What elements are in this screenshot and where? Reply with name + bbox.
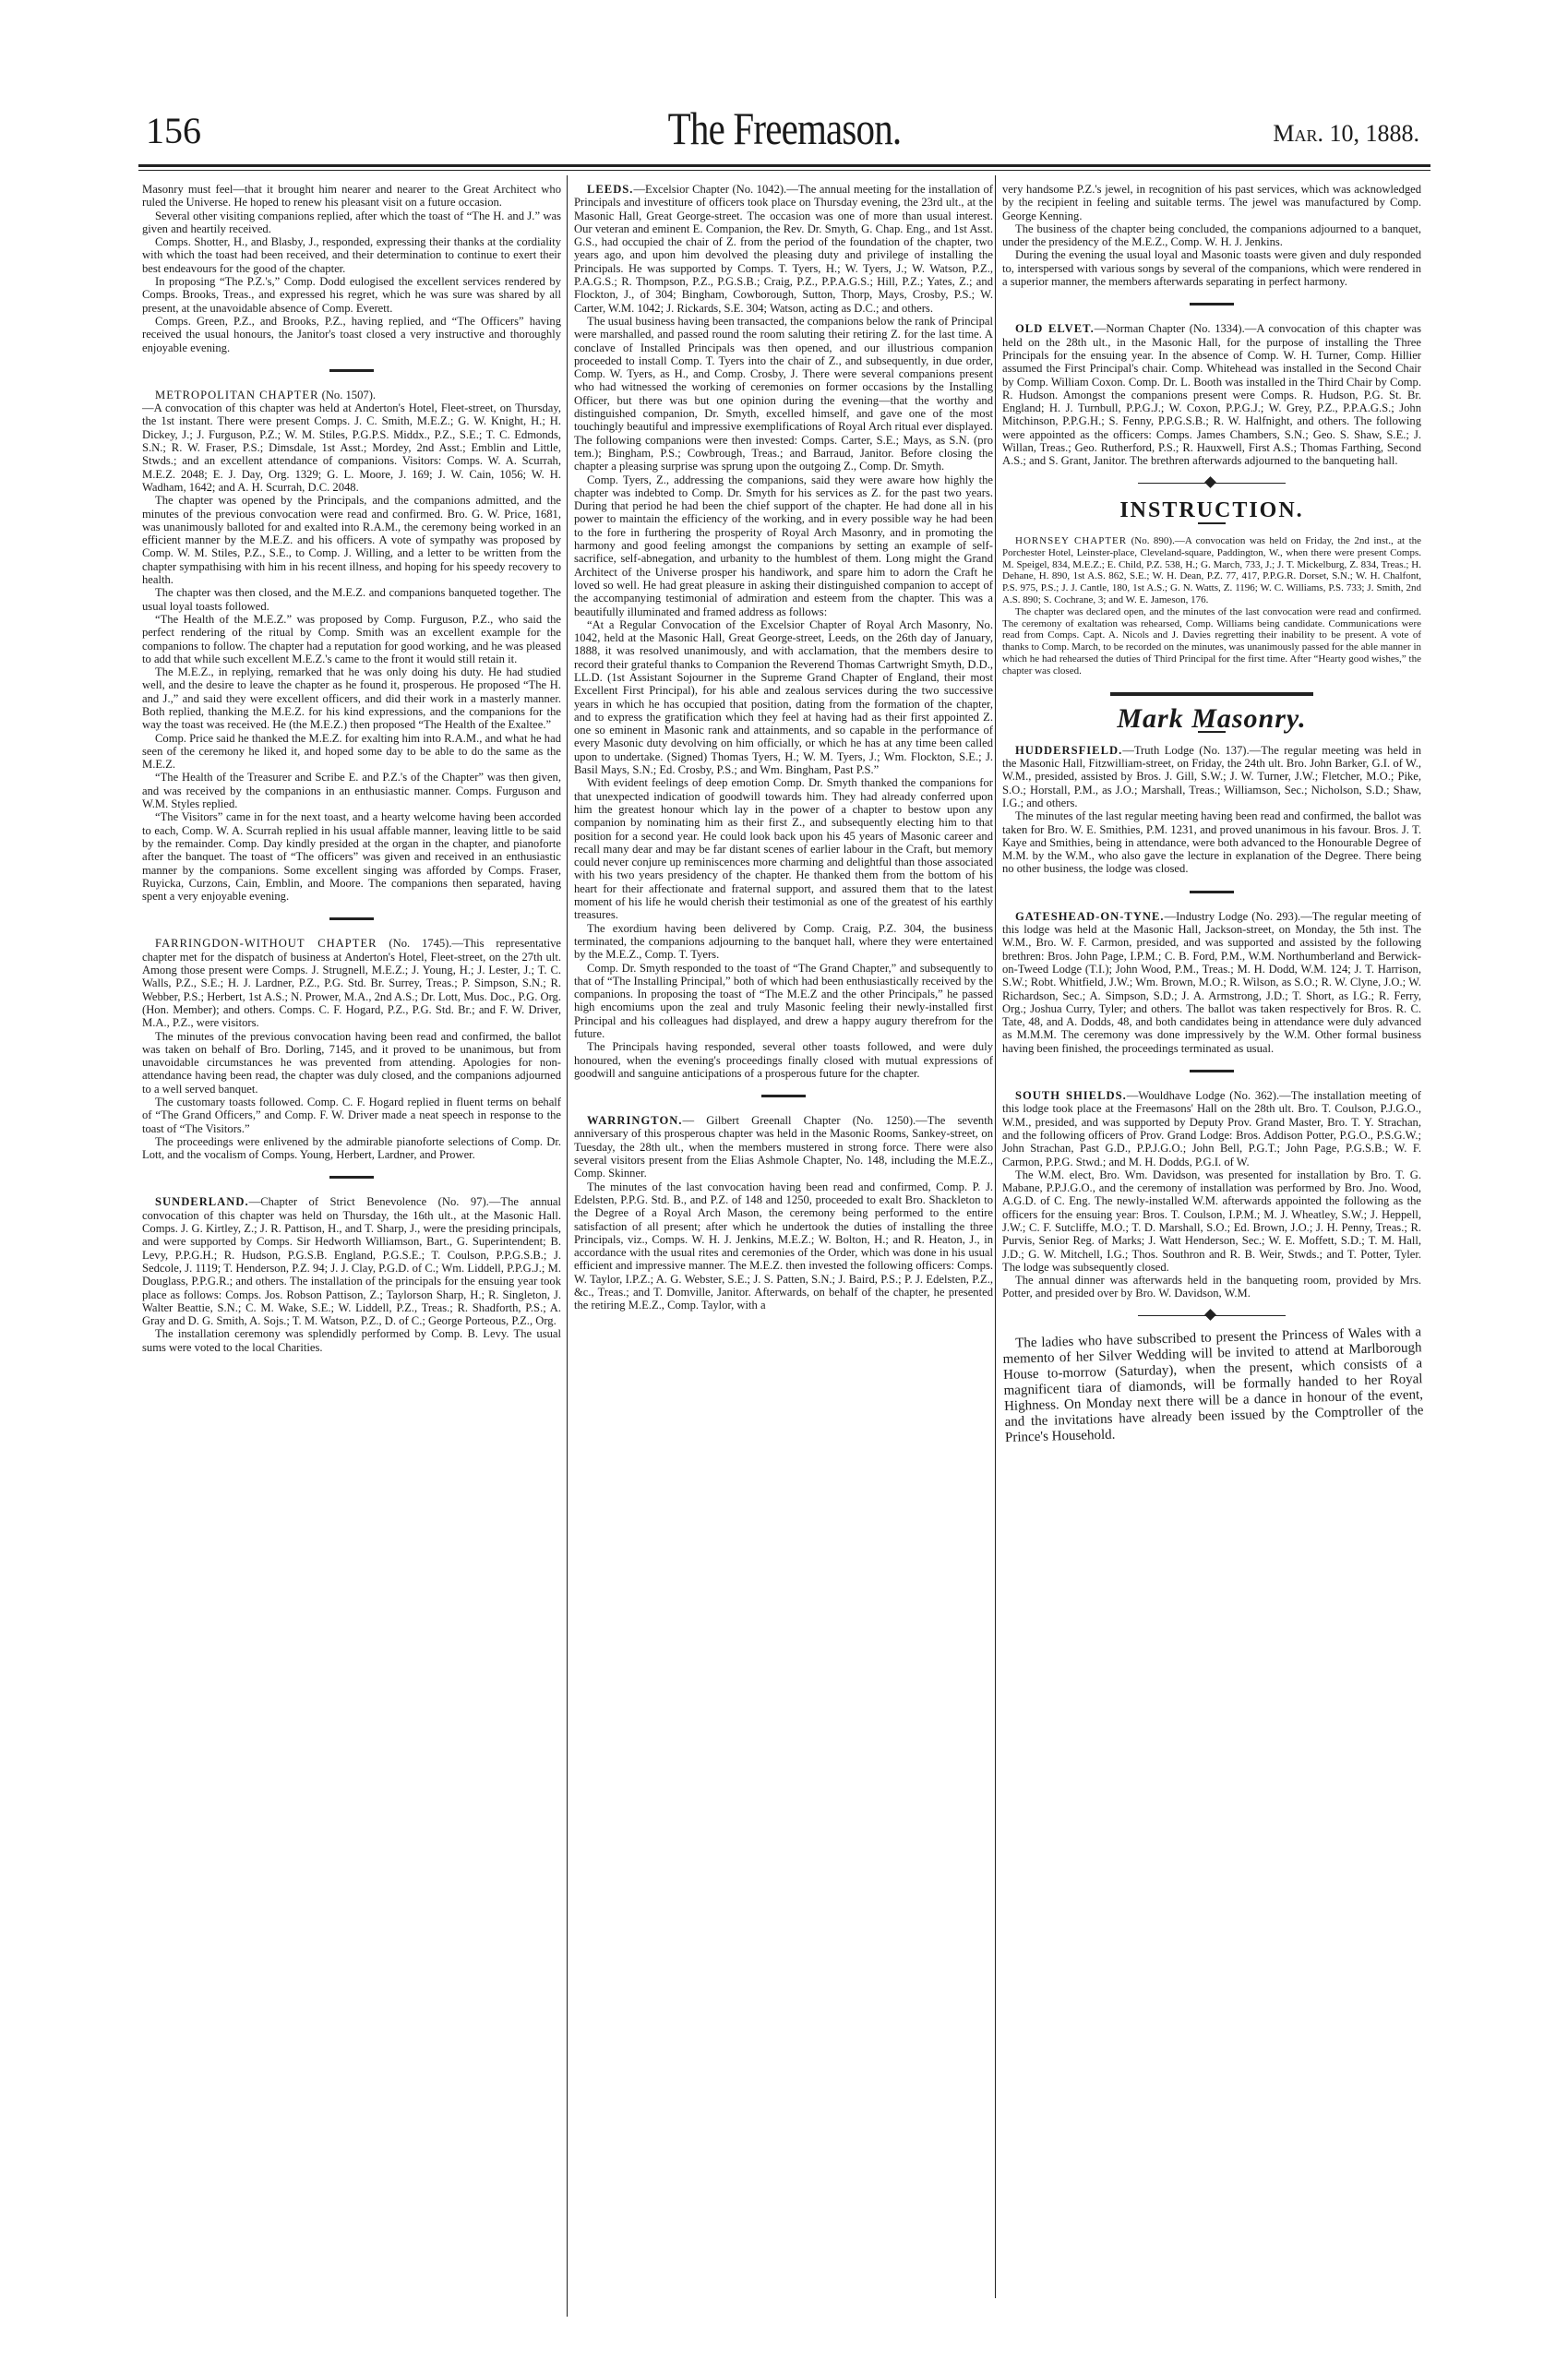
paragraph: The business of the chapter being concluded, the companions adjourned to a banquet, under the presidency of the M.E.Z., Comp. W. H. J. Jenkins. xyxy=(1002,222,1421,249)
article-subheading: —Norman Chapter (No. 1334). xyxy=(1094,322,1245,336)
paragraph: “The Health of the Treasurer and Scribe E. and P.Z.'s of the Chapter” was then given, and was received by the companions in an enthusiastic manner. Comps. Furguson and W.M. Styles replied. xyxy=(142,771,561,811)
section-separator xyxy=(329,369,374,372)
paragraph: Comps. Shotter, H., and Blasby, J., responded, expressing their thanks at the cordiality with which the toast had been received, and their determination to continue to exert their best endeavours for the good of the chapter. xyxy=(142,235,561,275)
section-separator xyxy=(1110,692,1313,696)
issue-date: Mar. 10, 1888. xyxy=(1273,120,1419,147)
article-heading: HUDDERSFIELD. xyxy=(1015,743,1123,757)
article-south-shields-intro xyxy=(1002,1089,1421,1168)
section-separator xyxy=(761,1095,806,1097)
paragraph: —A convocation of this chapter was held at Anderton's Hotel, Fleet-street, on Thursday, the 1st instant. There were present Comps. J. C. Smith, M.E.Z.; G. W. Knight, H.; H. Dickey, J.; J. Furguson, P.Z.; W. M. Stiles, P.G.P.S. Middx., P.Z., S.E.; T. C. Edmonds, S.N.; R. W. Fraser, P.S.; Dimsdale, 1st Asst.; Mordey, 2nd Asst.; Emblin and Little, Stwds.; and an excellent attendance of companions. Visitors: Comps. W. A. Scurrah, M.E.Z. 2048; E. J. Day, Org. 1329; G. L. Moore, J. 169; J. W. Cain, 1056; W. H. Wadham, 1642; and A. H. Scurrah, D.C. 2048. xyxy=(142,401,561,494)
newspaper-page xyxy=(138,102,1430,1445)
article-gateshead-intro xyxy=(1002,910,1421,1055)
article-heading: LEEDS. xyxy=(587,183,634,196)
paragraph: In proposing “The P.Z.'s,” Comp. Dodd eulogised the excellent services rendered by Comps. Brooks, Treas., and expressed his regret, which he was sure was shared by all present, at the unavoidable absence of Comp. Everett. xyxy=(142,275,561,315)
paragraph: “The Health of the M.E.Z.” was proposed by Comp. Furguson, P.Z., who said the perfect rendering of the ritual by Comp. Smith was an excellent example for the companions to follow. The chapter had a reputation for good working, and he was pleased to add that while such excellent M.E.Z.'s came to the front it would still retain it. xyxy=(142,612,561,665)
paragraph: The installation ceremony was splendidly performed by Comp. B. Levy. The usual sums were voted to the local Charities. xyxy=(142,1327,561,1354)
paragraph: The exordium having been delivered by Comp. Craig, P.Z. 304, the business terminated, the companions adjourning to the banquet hall, where they were entertained by the M.E.Z., Comp. T. Tyers. xyxy=(574,921,993,962)
paragraph: The proceedings were enlivened by the admirable pianoforte selections of Comp. Dr. Lott, and the vocalism of Comps. Young, Herbert, Lardner, and Prower. xyxy=(142,1134,561,1162)
masthead-rule xyxy=(138,164,1430,167)
article-heading: OLD ELVET. xyxy=(1015,322,1095,336)
ornamental-separator xyxy=(1138,1315,1286,1324)
paragraph: The customary toasts followed. Comp. C. F. Hogard replied in fluent terms on behalf of “The Grand Officers,” and Comp. F. W. Driver made a neat speech in response to the toast of “The Visitors.” xyxy=(142,1096,561,1135)
paragraph: (No. 890).—A convocation was held on Friday, the 2nd inst., at the Porchester Hotel, Leinster-place, Cleveland-square, Paddington, W., when there were present Comps. M. Speigel, 834, M.E.Z.; E. Child, P.Z. 538, H.; G. March, 733, J.; J. T. Mickelburg, Z. 834, Treas.; H. Dehane, H. 890, 1st A.S. 862, S.E.; W. H. Dean, P.Z. 77, 417, P.P.G.R. Dorset, S.N.; W. H. Chalfont, P.S. 975, P.S.; J. J. Cantle, 180, 1st A.S.; G. N. Watts, Z. 1196; W. C. Williams, P.S. 733; J. Smith, 2nd A.S. 890; S. Cochrane, 3; and W. E. Jameson, 176. xyxy=(1002,534,1422,605)
article-heading: METROPOLITAN CHAPTER xyxy=(155,388,319,401)
paragraph: The annual dinner was afterwards held in the banqueting room, provided by Mrs. Potter, and presided over by Bro. W. Davidson, W.M. xyxy=(1002,1274,1421,1300)
article-subheading: —Industry Lodge (No. 293). xyxy=(1164,909,1301,923)
paragraph: The Principals having responded, several other toasts followed, and were duly honoured, when the evening's proceedings finally closed with mutual expressions of goodwill and sanguine anticipations of a prosperous future for the chapter. xyxy=(574,1040,993,1080)
article-heading: GATESHEAD-ON-TYNE. xyxy=(1015,909,1165,923)
article-farringdon-intro xyxy=(142,937,561,1029)
masthead xyxy=(138,102,1430,166)
paragraph: —A convocation of this chapter was held on the 28th ult., in the Masonic Hall, for the purpose of installing the Three Principals for the ensuing year. In the absence of Comp. W. H. Turner, Comp. Hillier assumed the First Principal's chair. Comp. Whitehead was installed in the Second Chair by Comp. William Coxon. Comp. Dr. L. Booth was installed in the Third Chair by Comp. R. Hudson. Amongst the companions present were Comps. R. Hudson, P.G. St. Br. England; H. J. Turnbull, P.P.G.J.; W. Coxon, P.P.G.J.; W. Grey, P.Z., P.P.A.G.S.; John Mitchinson, P.P.G.H.; S. Fenny, P.P.G.S.B.; R. W. Halfnight, and others. The following were appointed as the officers: Comps. James Chambers, S.N.; Geo. S. Shaw, S.E.; J. Willan, Treas.; Geo. Rutherford, P.S.; R. Hauxwell, First A.S.; Thomas Farthing, Second A.S.; and S. Grant, Janitor. The brethren afterwards adjourned to the banqueting hall. xyxy=(1002,322,1421,468)
ornamental-separator xyxy=(1138,483,1286,491)
paragraph: The minutes of the last convocation having been read and confirmed, Comp. P. J. Edelsten, P.P.G. Std. B., and P.Z. of 148 and 1250, proceeded to exalt Bro. Shackleton to the Degree of a Royal Arch Mason, the ceremony being performed to the entire satisfaction of all present; after which he undertook the duties of installing the three Principals, viz., Comps. W. H. J. Jenkins, M.E.Z.; W. Bolton, H.; and R. Heaton, J., in accordance with the usual rites and ceremonies of the Order, which was done in his usual efficient and impressive manner. The M.E.Z. then invested the following officers: Comps. W. Taylor, I.P.Z.; A. G. Webster, S.E.; J. S. Patten, S.N.; J. Baird, P.S.; P. J. Edelsten, P.Z., &c., Treas.; and T. Domville, Janitor. Afterwards, on behalf of the chapter, he presented the retiring M.E.Z., Comp. Taylor, with a xyxy=(574,1180,993,1312)
article-subheading: — Gilbert Greenall Chapter (No. 1250). xyxy=(682,1114,916,1128)
paragraph: —The seventh anniversary of this prosperous chapter was held in the Masonic Rooms, Sankey-street, on Tuesday, the 28th ult., when the members mustered in strong force. There were also several visitors present from the Elias Ashmole Chapter, No. 148, including the M.E.Z., Comp. Skinner. xyxy=(574,1114,993,1180)
column-divider xyxy=(567,175,568,2317)
section-title-instruction: INSTRUCTION. xyxy=(1119,497,1304,522)
article-sunderland-intro xyxy=(142,1195,561,1327)
paragraph: (No. 1745).—This representative chapter met for the dispatch of business at Anderton's Hotel, Fleet-street, on the 27th ult. Among those present were Comps. J. Strugnell, M.E.Z.; J. Young, H.; J. Lester, J.; T. C. Walls, P.Z., S.E.; H. J. Lardner, P.Z., P.G. Std. Br. Surrey, Treas.; P. Simpson, S.N.; R. Webber, P.S.; Herbert, 1st A.S.; N. Prower, M.A., 2nd A.S.; Dr. Lott, Mus. Doc., P.G. Org. (Hon. Member); and others. Comps. C. F. Hogard, P.Z., P.G. Std. Br.; and F. W. Driver, M.A., P.Z., were visitors. xyxy=(142,937,561,1030)
ladies-silver-wedding-note: The ladies who have subscribed to present the Princess of Wales with a memento of her Silver Wedding will be invited to attend at Marlborough House to-morrow (Saturday), when the present, which consists of a magnificent tiara of diamonds, will be formally handed to her Royal Highness. On Monday next there will be a dance in honour of the event, and the invitations have already been issued by the Comptroller of the Prince's Household. xyxy=(1002,1324,1424,1445)
article-hornsey-intro xyxy=(1002,535,1421,606)
article-old-elvet-intro xyxy=(1002,322,1421,467)
paragraph: very handsome P.Z.'s jewel, in recognition of his past services, which was acknowledged by the recipient in feeling and suitable terms. The jewel was manufactured by Comp. George Kenning. xyxy=(1002,183,1421,222)
section-separator xyxy=(1190,1070,1234,1072)
paragraph: Comp. Tyers, Z., addressing the companions, said they were aware how highly the chapter was indebted to Comp. Dr. Smyth for his services as Z. for the past two years. During that period he had been the chief support of the chapter. He had done all in his power to maintain the efficiency of the working, and in every possible way he had been to the fore in furthering the prosperity of Royal Arch Masonry, and in promoting the harmony and good feeling amongst the companions by setting an example of self-sacrifice, self-abnegation, and urbanity to the humblest of them. Long might the Grand Architect of the Universe prosper his handiwork, and spare him to adorn the Craft he loved so well. He had great pleasure in asking their distinguished companion to accept of the accompanying testimonial of admiration and esteem from the chapter. This was a beautifully illuminated and framed address as follows: xyxy=(574,473,993,618)
short-rule xyxy=(1198,522,1226,524)
column-divider xyxy=(995,175,996,2298)
paragraph: The minutes of the previous convocation having been read and confirmed, the ballot was taken on behalf of Bro. Dorling, 7145, and it proved to be unanimous, but from unavoidable circumstances he was prevented from attending. Apologies for non-attendance having been read, the chapter was duly closed, and the companions adjourned to a well served banquet. xyxy=(142,1029,561,1096)
section-separator xyxy=(329,917,374,920)
masthead-rule-thin xyxy=(138,170,1430,171)
paragraph: —The installation meeting of this lodge took place at the Freemasons' Hall on the 28th ult. Bro. T. Coulson, P.J.G.O., W.M., presided, and was supported by Deputy Prov. Grand Master, Bro. T. Y. Strachan, and the following officers of Prov. Grand Lodge: Bros. Addison Potter, P.G.O., P.S.G.W.; John Strachan, Past G.D., P.P.J.G.O.; John Bell, P.G.T.; John Page, P.G.S.B.; W. F. Carmon, P.P.G. Stwd.; and M. H. Dodds, P.G.I. of W. xyxy=(1002,1089,1421,1168)
paragraph: The chapter was opened by the Principals, and the companions admitted, and the minutes of the previous convocation were read and confirmed. Bro. G. W. Price, 1681, was unanimously balloted for and exalted into R.A.M., the ceremony being worked in an efficient manner by the M.E.Z. and his officers. A vote of sympathy was proposed by Comp. W. M. Stiles, P.Z., S.E., to Comp. J. Willing, and a letter to be written from the chapter sympathising with him in his recent illness, and hoping for his speedy recovery to health. xyxy=(142,494,561,587)
paragraph: —The regular meeting of this lodge was held at the Masonic Hall, Jackson-street, on Monday, the 5th inst. The W.M., Bro. W. F. Carmon, presided, and was supported and assisted by the following brethren: Bros. John Page, I.P.M.; C. B. Ford, P.M., W.M. Northumberland and Berwick-on-Tweed Lodge (T.I.); John Wood, P.M., Treas.; M. H. Dodd, W.M. 124; J. T. Harrison, S.W.; Robt. Whitfield, J.W.; Wm. Brown, M.O.; R. Wilson, as S.O.; R. W. Clyne, J.O.; W. Richardson, Sec.; A. Simpson, S.D.; J. A. Armstrong, J.D.; T. Short, as I.G.; R. Ferry, Org.; Joshua Curry, Tyler; and others. The ballot was taken respectively for Bros. R. C. Tate, 48, and A. Dodds, 48, and both candidates being in attendance were duly advanced as M.M.M. The ceremony was done impressively by the W.M. Other formal business having been finished, the proceedings terminated as usual. xyxy=(1002,909,1421,1055)
article-huddersfield-intro xyxy=(1002,744,1421,809)
resolution-quote: “At a Regular Convocation of the Excelsior Chapter of Royal Arch Masonry, No. 1042, held at the Masonic Hall, Great George-street, Leeds, on the 26th day of January, 1888, it was resolved unanimously, and with acclamation, that the members desire to record their grateful thanks to Companion the Reverend Thomas Cartwright Smyth, D.D., LL.D. (1st Assistant Sojourner in the Supreme Grand Chapter of England, their most Excellent First Principal), for his able and zealous services during the two successive years in which he has occupied that position, dating from the formation of the chapter, and to express the gratification which they feel at having had as their first appointed Z. one so eminent in Masonic rank and attainments, and so capable in the performance of every Masonic duty devolving on him officially, or which he has at any time been called upon to undertake. (Signed) Thomas Tyers, H.; W. M. Tyers, J.; Wm. Flockton, S.E.; J. Basil Mays, S.N.; Ed. Crosby, P.S.; and Wm. Bingham, Past P.S.” xyxy=(574,617,993,777)
paragraph: Comp. Price said he thanked the M.E.Z. for exalting him into R.A.M., and what he had seen of the ceremony he liked it, and hoped some day to be able to do the same as the M.E.Z. xyxy=(142,731,561,772)
article-heading: WARRINGTON. xyxy=(587,1114,683,1128)
paragraph: The chapter was declared open, and the minutes of the last convocation were read and confirmed. The ceremony of exaltation was rehearsed, Comp. Williams being candidate. Communications were read from Comps. Capt. A. Nicols and J. Davies regretting their inability to be present. A vote of thanks to Comp. March, to be recorded on the minutes, was unanimously passed for the able manner in which he had rehearsed the duties of Third Principal for the first time. After “Hearty good wishes,” the chapter was closed. xyxy=(1002,605,1421,677)
paragraph: The M.E.Z., in replying, remarked that he was only doing his duty. He had studied well, and the desire to leave the chapter as he found it, prosperous. He proposed “The H. and J.,” and said they were excellent officers, and did their work in a masterly manner. Both replied, thanking the M.E.Z. for his kind expressions, and the companions for the way the toast was received. He (the M.E.Z.) then proposed “The Health of the Exaltee.” xyxy=(142,665,561,732)
article-leeds-intro xyxy=(574,183,993,315)
paragraph: —The annual meeting for the installation of Principals and investiture of officers took place on Thursday evening, the 23rd ult., at the Masonic Hall, Great George-street. The occasion was one of more than usual interest. Our veteran and eminent E. Companion, the Rev. Dr. Smyth, G. Chap. Eng., and 1st Asst. G.S., had occupied the chair of Z. from the period of the foundation of the chapter, two years ago, and upon him devolved the pleasing duty and privilege of installing the Principals. He was supported by Comps. T. Tyers, H.; W. Tyers, J.; W. Watson, P.Z., P.A.G.S.; R. Thompson, P.Z., P.G.S.B.; Craig, P.Z., P.P.A.G.S.; Hill, P.Z.; Yates, Z.; and Flockton, J., of 304; Bingham, Cowborough, Sutton, Thorp, Mays, Crosby, P.S.; W. Carter, W.M. 1042; J. Rickards, S.E. 304; Watson, acting as D.C.; and others. xyxy=(574,183,993,315)
column-left xyxy=(142,183,561,1354)
paragraph: With evident feelings of deep emotion Comp. Dr. Smyth thanked the companions for that unexpected indication of goodwill towards him. They had already conferred upon him the greatest honour which lay in the power of a chapter to bestow upon any companion by nominating him as their first Z., and subsequently electing him to that position for a second year. He could look back upon his 45 years of Masonic career and recall many dear and may be far distant scenes of earlier labour in the Craft, but memory could never conjure up reminiscences more charming and delightful than those associated with his two years presidency of the chapter. He thanked them from the bottom of his heart for their affectionate and fraternal support, and assured them that to the latest moment of his life he would cherish their testimonial as one of the greatest of his earthly treasures. xyxy=(574,776,993,922)
article-columns xyxy=(138,175,1430,2354)
article-heading: FARRINGDON-WITHOUT CHAPTER xyxy=(155,937,377,951)
paragraph: Comp. Dr. Smyth responded to the toast of “The Grand Chapter,” and subsequently to that of “The Installing Principal,” both of which had been enthusiastically received by the companions. In proposing the toast of “The M.E.Z and the other Principals,” he passed high encomiums upon the zeal and truly Masonic feeling their newly-installed first Principal and his colleagues had displayed, and drew a happy augury therefrom for the future. xyxy=(574,961,993,1040)
article-heading: HORNSEY CHAPTER xyxy=(1015,534,1128,546)
article-metropolitan-intro xyxy=(142,389,561,401)
paragraph: Comps. Green, P.Z., and Brooks, P.Z., having replied, and “The Officers” having received the usual honours, the Janitor's toast closed a very instructive and thoroughly enjoyable evening. xyxy=(142,314,561,354)
section-separator xyxy=(1190,303,1234,305)
paragraph: Several other visiting companions replied, after which the toast of “The H. and J.” was given and heartily received. xyxy=(142,209,561,235)
article-heading: SUNDERLAND. xyxy=(155,1195,249,1209)
paragraph: —The regular meeting was held in the Masonic Hall, Fitzwilliam-street, on Friday, the 24th ult. Bro. John Barker, G.I. of W., W.M., presided, assisted by Bros. J. Gill, S.W.; J. W. Turner, J.W.; Fletcher, M.O.; Pike, S.O.; Horstall, P.M., as J.O.; Marshall, Treas.; Williamson, Sec.; Nicholson, S.D.; Shaw, I.G.; and others. xyxy=(1002,743,1421,809)
section-separator xyxy=(1190,891,1234,893)
article-subheading: —Truth Lodge (No. 137). xyxy=(1122,743,1250,757)
paragraph: The chapter was then closed, and the M.E.Z. and companions banqueted together. The usual loyal toasts followed. xyxy=(142,586,561,613)
publication-title: The Freemason. xyxy=(667,102,902,154)
paragraph: During the evening the usual loyal and Masonic toasts were given and duly responded to, interspersed with various songs by several of the companions, which were rendered in a superior manner, the members afterwards separating in perfect harmony. xyxy=(1002,248,1421,289)
paragraph: Masonry must feel—that it brought him nearer and nearer to the Great Architect who ruled the Universe. He hoped to renew his pleasant visit on a future occasion. xyxy=(142,183,561,210)
article-heading: SOUTH SHIELDS. xyxy=(1015,1089,1127,1103)
article-warrington-intro xyxy=(574,1114,993,1180)
paragraph: The usual business having been transacted, the companions below the rank of Principal were marshalled, and passed round the room saluting their retiring Z. for the last time. A conclave of Installed Principals was then opened, and our illustrious companion proceeded to install Comp. T. Tyers into the chair of Z., and subsequently, in due order, Comp. W. Tyers, as H., and Comp. Crosby, J. There were several companions present who had witnessed the working of ceremonies on former occasions by the Installing Officer, but there was but one opinion during the evening—that the worthy and distinguished companion, Dr. Smyth, excelled himself, and gave one of the most touchingly beautiful and impressive exemplifications of Royal Arch ritual ever displayed. The following companions were then invested: Comps. Carter, S.E.; Mays, as S.N. (pro tem.); Bingham, P.S.; Cowbrough, Treas.; and Barraud, Janitor. Before closing the chapter a pleasing surprise was sprung upon the outgoing Z., Comp. Dr. Smyth. xyxy=(574,314,993,473)
paragraph: The W.M. elect, Bro. Wm. Davidson, was presented for installation by Bro. T. G. Mabane, P.P.J.G.O., and the ceremony of installation was performed by Bro. Jno. Wood, A.G.D. of C. Eng. The newly-installed W.M. afterwards appointed the following as the officers for the ensuing year: Bros. T. Coulson, I.P.M.; M. J. Wheatley, S.W.; J. Heppell, J.W.; C. F. Sutcliffe, M.O.; T. D. Marshall, S.O.; Ed. Brown, J.O.; J. H. Penny, Treas.; R. Purvis, Senior Reg. of Marks; J. Watt Henderson, Sec.; W. E. Moffett, S.D.; T. M. Hall, J.D.; G. W. Mitchell, I.G.; Thos. Southron and R. B. Weir, Stwds.; and T. Potter, Tyler. The lodge was subsequently closed. xyxy=(1002,1168,1421,1274)
paragraph: —The annual convocation of this chapter was held on Thursday, the 16th ult., at the Masonic Hall. Comps. J. G. Kirtley, Z.; J. R. Pattison, H., and T. Sharp, J., were the presiding principals, and were supported by Comps. Sir Hedworth Williamson, Bart., G. Superintendent; B. Levy, P.P.G.H.; R. Hudson, P.G.S.B. England, P.G.S.E.; T. Coulson, P.P.G.S.B.; J. Sedcole, J. 1119; T. Henderson, P.Z. 94; J. J. Clay, P.G.D. of C.; Wm. Liddell, P.P.G.J.; M. Douglass, P.P.G.R.; and others. The installation of the principals for the ensuing year took place as follows: Comps. Jos. Robson Pattison, Z.; Taylorson Sharp, H.; R. Singleton, J. Walter Beattie, S.N.; C. M. Wake, S.E.; W. Liddell, P.Z., Treas.; R. Shadforth, P.S.; A. Gray and D. G. Smith, A. Sojs.; T. M. Watson, P.Z., D. of C.; George Porteous, P.Z., Org. xyxy=(142,1195,562,1328)
article-subheading: —Wouldhave Lodge (No. 362). xyxy=(1126,1089,1280,1103)
article-subheading: —Excelsior Chapter (No. 1042). xyxy=(633,183,787,196)
section-title-mark-masonry: Mark Masonry. xyxy=(1117,702,1307,734)
article-subheading: —Chapter of Strict Benevolence (No. 97). xyxy=(248,1195,489,1209)
paragraph: The minutes of the last regular meeting having been read and confirmed, the ballot was taken for Bro. W. E. Smithies, P.M. 1231, and proved unanimous in his favour. Bros. J. T. Kaye and Smithies, being in attendance, were both advanced to the Honourable Degree of M.M. by the W.M., who also gave the lecture in explanation of the Degree. There being no other business, the lodge was closed. xyxy=(1002,809,1421,876)
section-separator xyxy=(329,1176,374,1179)
column-middle xyxy=(574,183,993,1312)
column-right xyxy=(1002,183,1424,1446)
chapter-number: (No. 1507). xyxy=(321,388,377,401)
page-number: 156 xyxy=(146,110,201,151)
paragraph: “The Visitors” came in for the next toast, and a hearty welcome having been accorded to each, Comp. W. A. Scurrah replied in his usual affable manner, leaving little to be said by the remainder. Comp. Day kindly presided at the organ in the chapter, and pianoforte after the banquet. The toast of “The officers” was given and received in an enthusiastic manner by the companions. Some excellent singing was afforded by Comps. Fraser, Ruyicka, Curzons, Cain, Emblin, and Moore. The companions then separated, having spent a very enjoyable evening. xyxy=(142,810,561,904)
